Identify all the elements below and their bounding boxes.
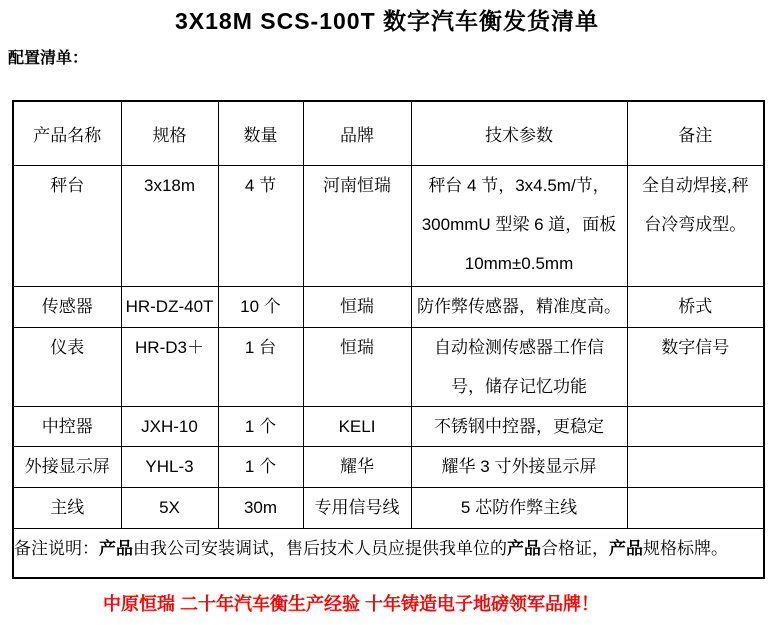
header-brand: 品牌 xyxy=(303,101,411,166)
table-row-external-display xyxy=(13,447,764,488)
cell-brand: 专用信号线 xyxy=(303,488,411,529)
header-spec: 规格 xyxy=(121,101,218,166)
cell-note: 桥式 xyxy=(627,287,764,328)
cell-quantity: 1 台 xyxy=(218,328,303,407)
cell-quantity: 30m xyxy=(218,488,303,529)
cell-brand: 河南恒瑞 xyxy=(303,166,411,287)
document-title: 3X18M SCS-100T 数字汽车衡发货清单 xyxy=(174,8,600,34)
cell-note: 数字信号 xyxy=(627,328,764,407)
cell-brand: 恒瑞 xyxy=(303,287,411,328)
table-row-sensor xyxy=(13,287,764,328)
cell-tech-params: 不锈钢中控器，更稳定 xyxy=(411,407,627,447)
cell-spec: JXH-10 xyxy=(121,407,218,447)
header-product-name: 产品名称 xyxy=(13,101,121,166)
header-tech-params: 技术参数 xyxy=(411,101,627,166)
cell-product-name: 仪表 xyxy=(13,328,121,407)
cell-quantity: 1 个 xyxy=(218,407,303,447)
cell-note xyxy=(627,407,764,447)
cell-spec: 5X xyxy=(121,488,218,529)
config-list-label: 配置清单： xyxy=(8,50,89,67)
cell-spec: 3x18m xyxy=(121,166,218,287)
cell-quantity: 1 个 xyxy=(218,447,303,488)
remark-text: 备注说明：产品由我公司安装调试，售后技术人员应提供我单位的产品合格证，产品规格标牌。 xyxy=(14,539,728,558)
cell-quantity: 4 节 xyxy=(218,166,303,287)
table-header-row xyxy=(13,101,764,166)
cell-tech-params: 自动检测传感器工作信 号，储存记忆功能 xyxy=(411,328,627,407)
remark-cell xyxy=(13,529,764,579)
table-row-main-cable xyxy=(13,488,764,529)
cell-product-name: 传感器 xyxy=(13,287,121,328)
header-quantity: 数量 xyxy=(218,101,303,166)
cell-tech-params: 秤台 4 节，3x4.5m/节， 300mmU 型梁 6 道，面板 10mm±0.5mm xyxy=(411,166,627,287)
cell-note xyxy=(627,488,764,529)
cell-tech-params: 防作弊传感器，精准度高。 xyxy=(411,287,627,328)
cell-product-name: 主线 xyxy=(13,488,121,529)
cell-product-name: 中控器 xyxy=(13,407,121,447)
cell-spec: HR-D3＋ xyxy=(121,328,218,407)
cell-tech-params: 5 芯防作弊主线 xyxy=(411,488,627,529)
cell-spec: YHL-3 xyxy=(121,447,218,488)
cell-brand: 恒瑞 xyxy=(303,328,411,407)
cell-quantity: 10 个 xyxy=(218,287,303,328)
cell-note xyxy=(627,447,764,488)
cell-tech-params: 耀华 3 寸外接显示屏 xyxy=(411,447,627,488)
cell-brand: KELI xyxy=(303,407,411,447)
header-note: 备注 xyxy=(627,101,764,166)
brand-slogan: 中原恒瑞 二十年汽车衡生产经验 十年铸造电子地磅领军品牌！ xyxy=(103,594,599,614)
cell-product-name: 外接显示屏 xyxy=(13,447,121,488)
table-row-indicator xyxy=(13,328,764,407)
cell-spec: HR-DZ-40T xyxy=(121,287,218,328)
table-row-platform xyxy=(13,166,764,287)
table-row-controller xyxy=(13,407,764,447)
table-row-remark xyxy=(13,529,764,579)
cell-product-name: 秤台 xyxy=(13,166,121,287)
delivery-list-table xyxy=(12,100,765,579)
cell-brand: 耀华 xyxy=(303,447,411,488)
cell-note: 全自动焊接,秤 台冷弯成型。 xyxy=(627,166,764,287)
